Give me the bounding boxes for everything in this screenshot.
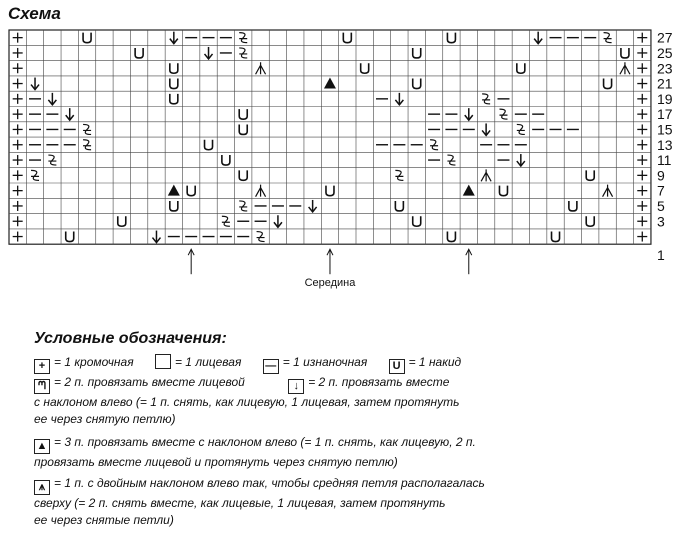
row-number: 7	[656, 182, 665, 199]
row-number: 1	[656, 247, 665, 264]
row-number: 3	[656, 213, 665, 230]
row-number: 13	[656, 136, 673, 153]
legend-yo: = 1 накид	[408, 355, 462, 369]
row-number: 11	[656, 152, 672, 169]
row-number: 19	[656, 90, 673, 107]
row-number: 9	[656, 167, 665, 184]
row-number: 15	[656, 121, 673, 138]
row-number: 23	[656, 60, 673, 77]
legend-row-4	[34, 475, 485, 529]
legend-k2tog-left-1: = 2 п. провязать вместе лицевой	[54, 375, 245, 389]
legend-cdd-1: = 1 п. с двойным наклоном влево так, чтобы средняя петля располагалась	[54, 476, 485, 490]
knit-symbol-icon	[155, 354, 171, 369]
edge-symbol-icon: +	[34, 359, 50, 374]
legend-cdd-2: сверху (= 2 п. снять вместе, как лицевые, 1 лицевая, затем протянуть	[34, 496, 446, 510]
row-number: 5	[656, 197, 665, 214]
legend-knit: = 1 лицевая	[174, 355, 242, 369]
legend-k2tog-left-3: ее через снятую петлю)	[34, 412, 176, 426]
k2tog-left-symbol-icon: ᘉ	[34, 379, 50, 394]
double-decrease-symbol-icon: ⩚	[34, 480, 50, 495]
row-number: 27	[656, 29, 673, 46]
legend-cdd-3: ее через снятые петли)	[34, 513, 174, 527]
legend-row-2	[34, 374, 459, 428]
row-number: 21	[656, 75, 673, 92]
k2tog-symbol-icon: ↓	[288, 379, 304, 394]
legend-k3tog-2: провязать вместе лицевой и протянуть через снятую петлю)	[34, 455, 398, 469]
row-number: 25	[656, 44, 673, 61]
chart-title: Схема	[8, 4, 61, 23]
purl-symbol-icon: —	[263, 359, 279, 374]
legend-k2tog-left-2: с наклоном влево (= 1 п. снять, как лицевую, 1 лицевая, затем протянуть	[34, 395, 460, 409]
legend-row-3	[34, 434, 476, 471]
legend-k3tog-1: = 3 п. провязать вместе с наклоном влево (= 1 п. снять, как лицевую, 2 п.	[54, 435, 476, 449]
k3tog-left-symbol-icon: ▲	[34, 439, 50, 454]
legend-edge: = 1 кромочная	[54, 355, 134, 369]
row-number: 17	[656, 106, 673, 123]
yarn-over-symbol-icon: U	[389, 359, 405, 374]
legend-purl: = 1 изнаночная	[282, 355, 368, 369]
legend-k2tog: = 2 п. провязать вместе	[308, 375, 450, 389]
legend-row-1	[34, 354, 461, 374]
legend-title: Условные обозначения:	[34, 330, 227, 347]
center-label: Середина	[304, 277, 356, 290]
